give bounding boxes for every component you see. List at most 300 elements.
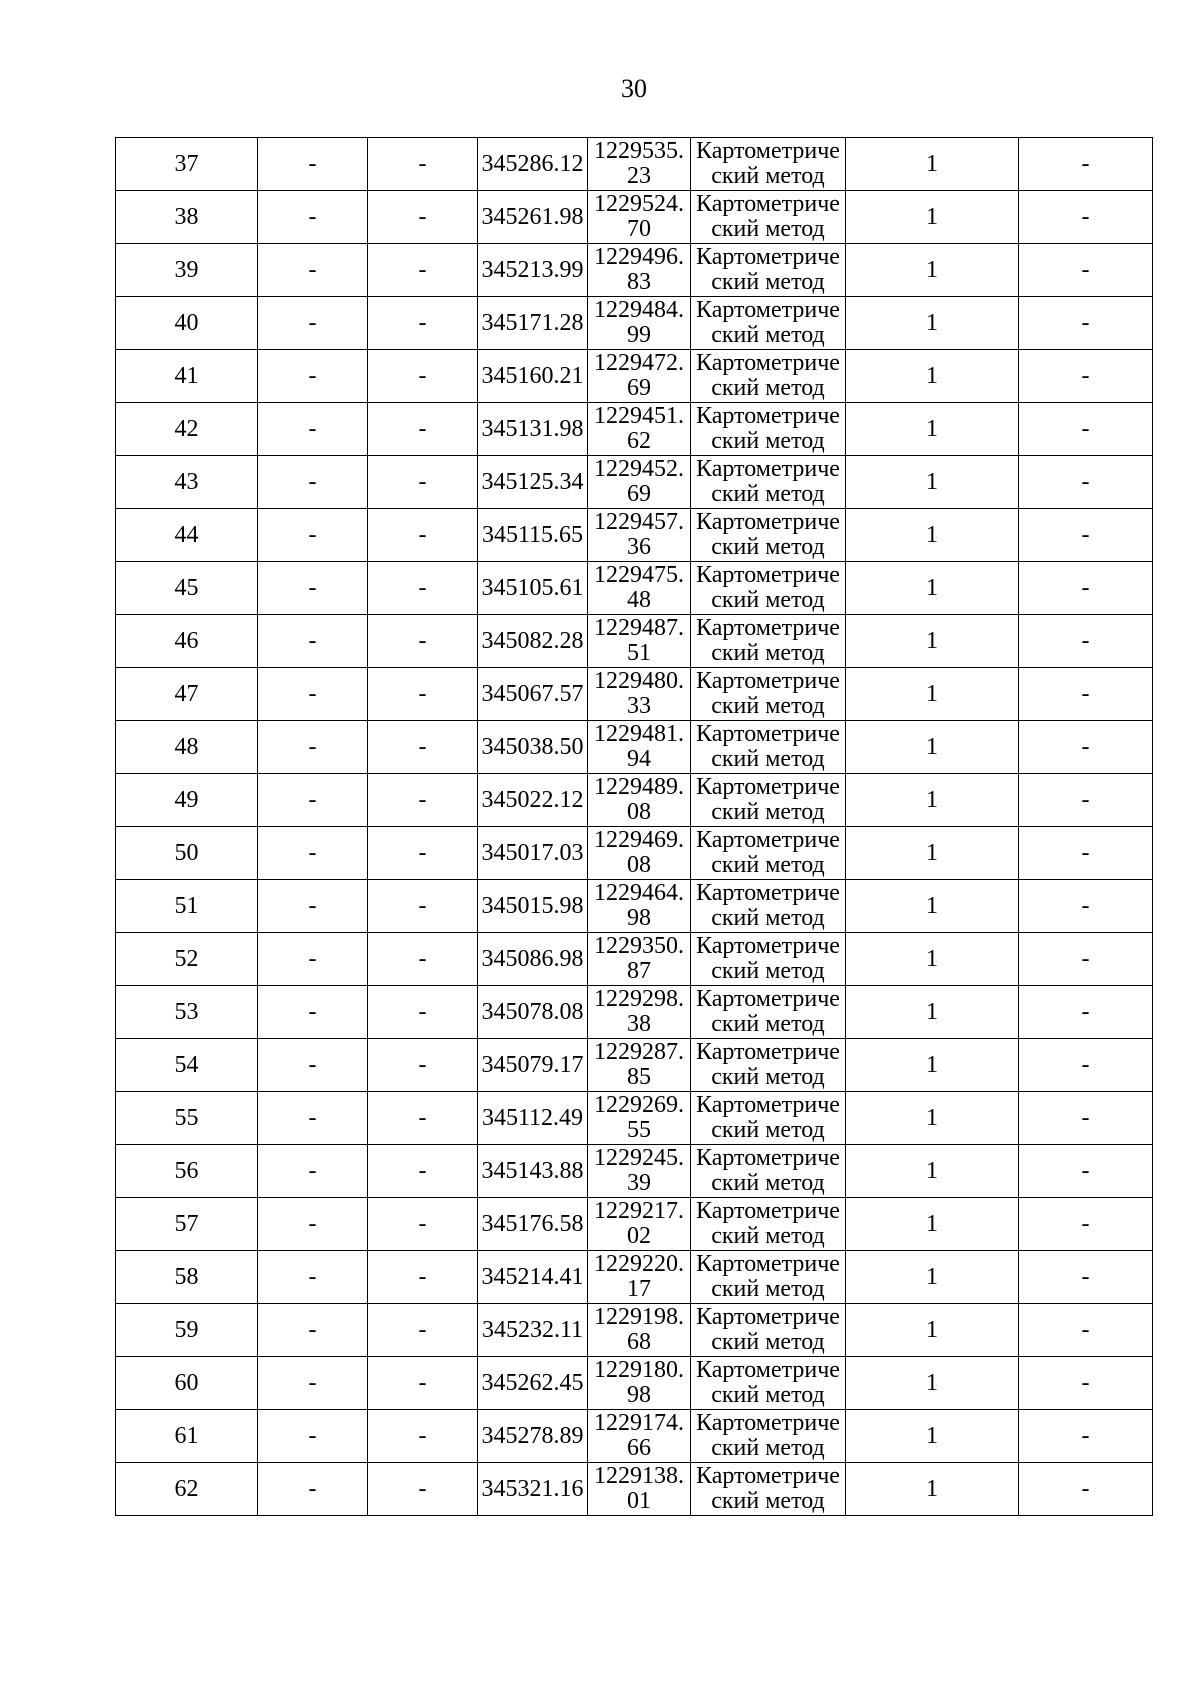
table-row xyxy=(116,1198,1153,1251)
empty-cell: - xyxy=(1019,1251,1153,1304)
y-coordinate-cell-line: 1229464. xyxy=(594,880,684,906)
x-coordinate-cell: 345262.45 xyxy=(478,1357,588,1410)
method-cell-line: Картометриче xyxy=(696,562,840,588)
method-cell-line: ский метод xyxy=(711,958,825,984)
x-coordinate-cell: 345022.12 xyxy=(478,774,588,827)
method-cell-line: ский метод xyxy=(711,1223,825,1249)
method-cell-line: Картометриче xyxy=(696,1198,840,1224)
empty-cell: - xyxy=(368,1357,478,1410)
point-number-cell: 57 xyxy=(116,1198,258,1251)
x-coordinate-cell: 345214.41 xyxy=(478,1251,588,1304)
x-coordinate-cell: 345131.98 xyxy=(478,403,588,456)
empty-cell: - xyxy=(258,403,368,456)
y-coordinate-cell-line: 38 xyxy=(627,1011,651,1037)
point-number-cell: 41 xyxy=(116,350,258,403)
x-coordinate-cell: 345232.11 xyxy=(478,1304,588,1357)
method-cell-line: Картометриче xyxy=(696,1039,840,1065)
method-cell-line: Картометриче xyxy=(696,668,840,694)
method-cell xyxy=(691,1357,846,1410)
y-coordinate-cell-line: 55 xyxy=(627,1117,651,1143)
empty-cell: - xyxy=(368,668,478,721)
table-body xyxy=(116,138,1153,1516)
page-number: 30 xyxy=(621,74,647,103)
empty-cell: - xyxy=(368,456,478,509)
empty-cell: - xyxy=(258,509,368,562)
y-coordinate-cell-line: 69 xyxy=(627,375,651,401)
table-row xyxy=(116,1145,1153,1198)
empty-cell: - xyxy=(368,880,478,933)
y-coordinate-cell-line: 1229487. xyxy=(594,615,684,641)
point-number-cell: 44 xyxy=(116,509,258,562)
y-coordinate-cell xyxy=(588,1039,691,1092)
empty-cell: - xyxy=(258,615,368,668)
empty-cell: - xyxy=(368,1198,478,1251)
method-cell-line: Картометриче xyxy=(696,1304,840,1330)
y-coordinate-cell-line: 1229496. xyxy=(594,244,684,270)
empty-cell: - xyxy=(1019,509,1153,562)
empty-cell: - xyxy=(258,244,368,297)
method-cell-line: ский метод xyxy=(711,587,825,613)
table-row xyxy=(116,138,1153,191)
empty-cell: - xyxy=(258,880,368,933)
empty-cell: - xyxy=(258,668,368,721)
empty-cell: - xyxy=(1019,350,1153,403)
y-coordinate-cell xyxy=(588,615,691,668)
x-coordinate-cell: 345321.16 xyxy=(478,1463,588,1516)
y-coordinate-cell-line: 1229475. xyxy=(594,562,684,588)
y-coordinate-cell-line: 1229535. xyxy=(594,138,684,164)
table-row xyxy=(116,403,1153,456)
method-cell xyxy=(691,721,846,774)
method-cell-line: ский метод xyxy=(711,693,825,719)
method-cell xyxy=(691,1039,846,1092)
method-cell xyxy=(691,350,846,403)
empty-cell: - xyxy=(368,1039,478,1092)
y-coordinate-cell xyxy=(588,933,691,986)
method-cell-line: ский метод xyxy=(711,746,825,772)
table-row xyxy=(116,297,1153,350)
method-cell-line: ский метод xyxy=(711,322,825,348)
x-coordinate-cell: 345017.03 xyxy=(478,827,588,880)
accuracy-cell: 1 xyxy=(846,827,1019,880)
y-coordinate-cell-line: 1229484. xyxy=(594,297,684,323)
x-coordinate-cell: 345038.50 xyxy=(478,721,588,774)
y-coordinate-cell-line: 23 xyxy=(627,163,651,189)
method-cell-line: ский метод xyxy=(711,1276,825,1302)
empty-cell: - xyxy=(1019,1410,1153,1463)
y-coordinate-cell-line: 1229451. xyxy=(594,403,684,429)
empty-cell: - xyxy=(258,1145,368,1198)
accuracy-cell: 1 xyxy=(846,297,1019,350)
accuracy-cell: 1 xyxy=(846,1145,1019,1198)
point-number-cell: 58 xyxy=(116,1251,258,1304)
empty-cell: - xyxy=(1019,1145,1153,1198)
accuracy-cell: 1 xyxy=(846,244,1019,297)
point-number-cell: 38 xyxy=(116,191,258,244)
y-coordinate-cell-line: 39 xyxy=(627,1170,651,1196)
method-cell-line: Картометриче xyxy=(696,615,840,641)
empty-cell: - xyxy=(1019,668,1153,721)
accuracy-cell: 1 xyxy=(846,668,1019,721)
y-coordinate-cell-line: 1229481. xyxy=(594,721,684,747)
x-coordinate-cell: 345078.08 xyxy=(478,986,588,1039)
x-coordinate-cell: 345143.88 xyxy=(478,1145,588,1198)
empty-cell: - xyxy=(1019,1463,1153,1516)
empty-cell: - xyxy=(258,1039,368,1092)
x-coordinate-cell: 345176.58 xyxy=(478,1198,588,1251)
y-coordinate-cell-line: 1229269. xyxy=(594,1092,684,1118)
method-cell xyxy=(691,403,846,456)
empty-cell: - xyxy=(368,1145,478,1198)
empty-cell: - xyxy=(368,350,478,403)
y-coordinate-cell xyxy=(588,191,691,244)
y-coordinate-cell xyxy=(588,350,691,403)
empty-cell: - xyxy=(368,774,478,827)
method-cell-line: ский метод xyxy=(711,1170,825,1196)
method-cell xyxy=(691,1463,846,1516)
empty-cell: - xyxy=(1019,986,1153,1039)
x-coordinate-cell: 345105.61 xyxy=(478,562,588,615)
y-coordinate-cell-line: 69 xyxy=(627,481,651,507)
method-cell-line: Картометриче xyxy=(696,827,840,853)
accuracy-cell: 1 xyxy=(846,880,1019,933)
empty-cell: - xyxy=(368,986,478,1039)
method-cell-line: Картометриче xyxy=(696,403,840,429)
method-cell-line: Картометриче xyxy=(696,1410,840,1436)
method-cell-line: Картометриче xyxy=(696,138,840,164)
method-cell xyxy=(691,297,846,350)
empty-cell: - xyxy=(368,138,478,191)
empty-cell: - xyxy=(258,138,368,191)
empty-cell: - xyxy=(258,986,368,1039)
accuracy-cell: 1 xyxy=(846,403,1019,456)
y-coordinate-cell xyxy=(588,562,691,615)
empty-cell: - xyxy=(1019,562,1153,615)
y-coordinate-cell xyxy=(588,1145,691,1198)
method-cell-line: Картометриче xyxy=(696,774,840,800)
empty-cell: - xyxy=(368,1251,478,1304)
accuracy-cell: 1 xyxy=(846,1304,1019,1357)
method-cell-line: ский метод xyxy=(711,216,825,242)
empty-cell: - xyxy=(1019,774,1153,827)
x-coordinate-cell: 345278.89 xyxy=(478,1410,588,1463)
y-coordinate-cell-line: 98 xyxy=(627,905,651,931)
x-coordinate-cell: 345082.28 xyxy=(478,615,588,668)
empty-cell: - xyxy=(258,721,368,774)
y-coordinate-cell-line: 1229174. xyxy=(594,1410,684,1436)
method-cell-line: Картометриче xyxy=(696,933,840,959)
method-cell-line: ский метод xyxy=(711,534,825,560)
y-coordinate-cell-line: 85 xyxy=(627,1064,651,1090)
y-coordinate-cell-line: 08 xyxy=(627,799,651,825)
accuracy-cell: 1 xyxy=(846,1357,1019,1410)
accuracy-cell: 1 xyxy=(846,986,1019,1039)
table-row xyxy=(116,562,1153,615)
table-row xyxy=(116,827,1153,880)
y-coordinate-cell xyxy=(588,827,691,880)
point-number-cell: 54 xyxy=(116,1039,258,1092)
point-number-cell: 47 xyxy=(116,668,258,721)
method-cell xyxy=(691,1251,846,1304)
method-cell-line: ский метод xyxy=(711,1117,825,1143)
y-coordinate-cell-line: 1229350. xyxy=(594,933,684,959)
accuracy-cell: 1 xyxy=(846,615,1019,668)
empty-cell: - xyxy=(1019,403,1153,456)
y-coordinate-cell-line: 02 xyxy=(627,1223,651,1249)
point-number-cell: 55 xyxy=(116,1092,258,1145)
y-coordinate-cell-line: 1229245. xyxy=(594,1145,684,1171)
method-cell xyxy=(691,668,846,721)
table-row xyxy=(116,456,1153,509)
method-cell xyxy=(691,933,846,986)
y-coordinate-cell xyxy=(588,1198,691,1251)
point-number-cell: 40 xyxy=(116,297,258,350)
method-cell-line: ский метод xyxy=(711,481,825,507)
y-coordinate-cell xyxy=(588,1463,691,1516)
method-cell xyxy=(691,509,846,562)
method-cell xyxy=(691,880,846,933)
table-row xyxy=(116,668,1153,721)
y-coordinate-cell-line: 17 xyxy=(627,1276,651,1302)
point-number-cell: 50 xyxy=(116,827,258,880)
accuracy-cell: 1 xyxy=(846,721,1019,774)
empty-cell: - xyxy=(258,350,368,403)
table-row xyxy=(116,1251,1153,1304)
empty-cell: - xyxy=(258,774,368,827)
empty-cell: - xyxy=(368,1410,478,1463)
method-cell-line: Картометриче xyxy=(696,509,840,535)
method-cell-line: Картометриче xyxy=(696,191,840,217)
method-cell xyxy=(691,774,846,827)
point-number-cell: 42 xyxy=(116,403,258,456)
method-cell-line: Картометриче xyxy=(696,297,840,323)
empty-cell: - xyxy=(258,456,368,509)
y-coordinate-cell-line: 1229452. xyxy=(594,456,684,482)
accuracy-cell: 1 xyxy=(846,1410,1019,1463)
empty-cell: - xyxy=(368,509,478,562)
method-cell-line: ский метод xyxy=(711,852,825,878)
method-cell xyxy=(691,562,846,615)
y-coordinate-cell-line: 08 xyxy=(627,852,651,878)
method-cell-line: ский метод xyxy=(711,428,825,454)
method-cell xyxy=(691,986,846,1039)
empty-cell: - xyxy=(258,933,368,986)
x-coordinate-cell: 345086.98 xyxy=(478,933,588,986)
y-coordinate-cell xyxy=(588,1251,691,1304)
y-coordinate-cell xyxy=(588,668,691,721)
empty-cell: - xyxy=(258,1463,368,1516)
method-cell-line: Картометриче xyxy=(696,1251,840,1277)
table-row xyxy=(116,933,1153,986)
point-number-cell: 51 xyxy=(116,880,258,933)
method-cell-line: ский метод xyxy=(711,640,825,666)
method-cell xyxy=(691,827,846,880)
empty-cell: - xyxy=(1019,1092,1153,1145)
empty-cell: - xyxy=(368,562,478,615)
empty-cell: - xyxy=(368,721,478,774)
table-row xyxy=(116,774,1153,827)
empty-cell: - xyxy=(368,1304,478,1357)
y-coordinate-cell-line: 1229489. xyxy=(594,774,684,800)
empty-cell: - xyxy=(368,244,478,297)
empty-cell: - xyxy=(1019,1198,1153,1251)
table-row xyxy=(116,1092,1153,1145)
accuracy-cell: 1 xyxy=(846,1198,1019,1251)
empty-cell: - xyxy=(368,191,478,244)
y-coordinate-cell xyxy=(588,509,691,562)
y-coordinate-cell-line: 1229472. xyxy=(594,350,684,376)
y-coordinate-cell-line: 62 xyxy=(627,428,651,454)
point-number-cell: 46 xyxy=(116,615,258,668)
y-coordinate-cell xyxy=(588,403,691,456)
y-coordinate-cell xyxy=(588,297,691,350)
empty-cell: - xyxy=(368,933,478,986)
method-cell-line: ский метод xyxy=(711,1435,825,1461)
y-coordinate-cell-line: 36 xyxy=(627,534,651,560)
method-cell-line: Картометриче xyxy=(696,721,840,747)
point-number-cell: 37 xyxy=(116,138,258,191)
y-coordinate-cell xyxy=(588,721,691,774)
x-coordinate-cell: 345112.49 xyxy=(478,1092,588,1145)
y-coordinate-cell-line: 1229524. xyxy=(594,191,684,217)
empty-cell: - xyxy=(1019,138,1153,191)
y-coordinate-cell xyxy=(588,774,691,827)
empty-cell: - xyxy=(368,827,478,880)
y-coordinate-cell-line: 1229217. xyxy=(594,1198,684,1224)
y-coordinate-cell-line: 1229198. xyxy=(594,1304,684,1330)
empty-cell: - xyxy=(1019,297,1153,350)
method-cell xyxy=(691,615,846,668)
method-cell-line: ский метод xyxy=(711,799,825,825)
accuracy-cell: 1 xyxy=(846,933,1019,986)
x-coordinate-cell: 345079.17 xyxy=(478,1039,588,1092)
point-number-cell: 49 xyxy=(116,774,258,827)
accuracy-cell: 1 xyxy=(846,1039,1019,1092)
x-coordinate-cell: 345286.12 xyxy=(478,138,588,191)
accuracy-cell: 1 xyxy=(846,191,1019,244)
point-number-cell: 59 xyxy=(116,1304,258,1357)
coordinates-table xyxy=(115,137,1153,1516)
empty-cell: - xyxy=(1019,827,1153,880)
accuracy-cell: 1 xyxy=(846,774,1019,827)
method-cell-line: Картометриче xyxy=(696,456,840,482)
method-cell-line: Картометриче xyxy=(696,880,840,906)
method-cell-line: Картометриче xyxy=(696,986,840,1012)
method-cell-line: Картометриче xyxy=(696,1463,840,1489)
accuracy-cell: 1 xyxy=(846,562,1019,615)
method-cell-line: ский метод xyxy=(711,1488,825,1514)
y-coordinate-cell-line: 83 xyxy=(627,269,651,295)
y-coordinate-cell xyxy=(588,456,691,509)
method-cell-line: Картометриче xyxy=(696,1092,840,1118)
method-cell xyxy=(691,1092,846,1145)
y-coordinate-cell-line: 1229298. xyxy=(594,986,684,1012)
empty-cell: - xyxy=(258,1251,368,1304)
empty-cell: - xyxy=(368,1463,478,1516)
y-coordinate-cell xyxy=(588,880,691,933)
method-cell xyxy=(691,1198,846,1251)
y-coordinate-cell xyxy=(588,986,691,1039)
point-number-cell: 56 xyxy=(116,1145,258,1198)
x-coordinate-cell: 345171.28 xyxy=(478,297,588,350)
x-coordinate-cell: 345067.57 xyxy=(478,668,588,721)
point-number-cell: 53 xyxy=(116,986,258,1039)
table-row xyxy=(116,350,1153,403)
table-row xyxy=(116,1357,1153,1410)
empty-cell: - xyxy=(1019,1357,1153,1410)
empty-cell: - xyxy=(1019,1039,1153,1092)
table-row xyxy=(116,1039,1153,1092)
empty-cell: - xyxy=(258,1198,368,1251)
y-coordinate-cell xyxy=(588,138,691,191)
y-coordinate-cell-line: 1229480. xyxy=(594,668,684,694)
y-coordinate-cell-line: 66 xyxy=(627,1435,651,1461)
accuracy-cell: 1 xyxy=(846,1092,1019,1145)
method-cell-line: Картометриче xyxy=(696,350,840,376)
method-cell xyxy=(691,244,846,297)
y-coordinate-cell-line: 87 xyxy=(627,958,651,984)
y-coordinate-cell-line: 70 xyxy=(627,216,651,242)
y-coordinate-cell xyxy=(588,1304,691,1357)
method-cell xyxy=(691,1145,846,1198)
table-row xyxy=(116,721,1153,774)
y-coordinate-cell-line: 33 xyxy=(627,693,651,719)
y-coordinate-cell-line: 98 xyxy=(627,1382,651,1408)
empty-cell: - xyxy=(258,1304,368,1357)
table-row xyxy=(116,880,1153,933)
point-number-cell: 60 xyxy=(116,1357,258,1410)
accuracy-cell: 1 xyxy=(846,350,1019,403)
empty-cell: - xyxy=(1019,191,1153,244)
table-row xyxy=(116,615,1153,668)
empty-cell: - xyxy=(258,297,368,350)
y-coordinate-cell-line: 1229138. xyxy=(594,1463,684,1489)
empty-cell: - xyxy=(258,562,368,615)
y-coordinate-cell-line: 1229287. xyxy=(594,1039,684,1065)
empty-cell: - xyxy=(368,403,478,456)
method-cell-line: ский метод xyxy=(711,1011,825,1037)
method-cell-line: ский метод xyxy=(711,1064,825,1090)
y-coordinate-cell-line: 51 xyxy=(627,640,651,666)
empty-cell: - xyxy=(1019,933,1153,986)
method-cell xyxy=(691,191,846,244)
point-number-cell: 39 xyxy=(116,244,258,297)
table-row xyxy=(116,244,1153,297)
empty-cell: - xyxy=(258,827,368,880)
x-coordinate-cell: 345160.21 xyxy=(478,350,588,403)
table-row xyxy=(116,1304,1153,1357)
table-row xyxy=(116,191,1153,244)
empty-cell: - xyxy=(1019,244,1153,297)
point-number-cell: 62 xyxy=(116,1463,258,1516)
accuracy-cell: 1 xyxy=(846,1463,1019,1516)
table-row xyxy=(116,986,1153,1039)
method-cell-line: ский метод xyxy=(711,375,825,401)
empty-cell: - xyxy=(368,297,478,350)
y-coordinate-cell xyxy=(588,1092,691,1145)
method-cell xyxy=(691,1304,846,1357)
y-coordinate-cell-line: 48 xyxy=(627,587,651,613)
method-cell-line: Картометриче xyxy=(696,244,840,270)
empty-cell: - xyxy=(258,1092,368,1145)
empty-cell: - xyxy=(1019,721,1153,774)
x-coordinate-cell: 345261.98 xyxy=(478,191,588,244)
method-cell xyxy=(691,1410,846,1463)
empty-cell: - xyxy=(1019,1304,1153,1357)
point-number-cell: 48 xyxy=(116,721,258,774)
method-cell-line: Картометриче xyxy=(696,1145,840,1171)
point-number-cell: 61 xyxy=(116,1410,258,1463)
